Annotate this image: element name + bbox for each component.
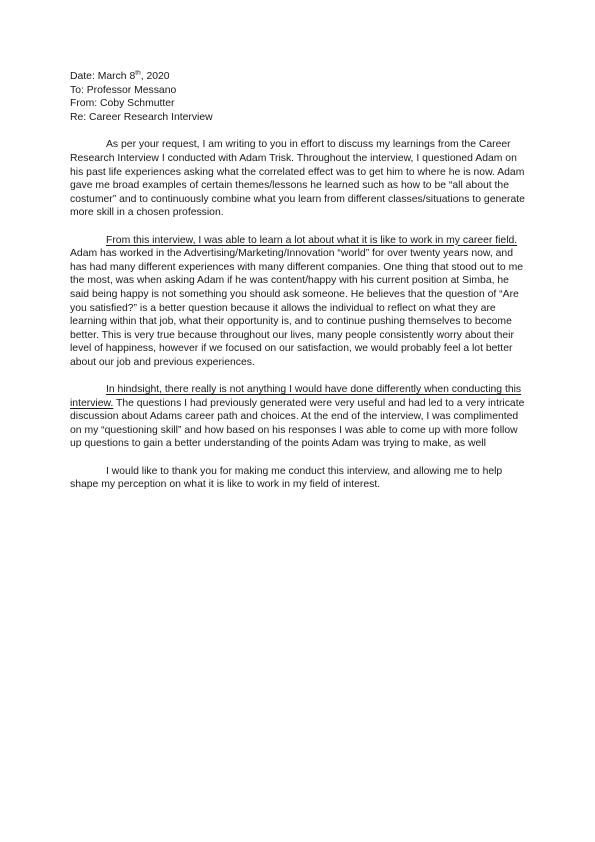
paragraph-hindsight-body: The questions I had previously generated were very useful and had led to a very intricate discussion about Adams career path and choices. At the end of the interview, I was complimented on my “questioning skill” and how based on his responses I was able to come up with more follow up questions to gain a better understanding of the points Adam was trying to make, as well [70,397,525,450]
memo-to: To: Professor Messano [70,84,177,96]
memo-subject: Re: Career Research Interview [70,111,213,123]
memo-date-year: , 2020 [140,71,170,82]
paragraph-closing: I would like to thank you for making me conduct this interview, and allowing me to help shape my perception on what it is like to work in my field of interest. [70,465,503,491]
paragraph-learnings-body: Adam has worked in the Advertising/Marketing/Innovation “world” for over twenty years now, and has had many different experiences with many different companies. One thing that stood out to me the most, was when asking Adam if he was content/happy with his current position at Simba, he said being happy is not something you should ask someone. He believes that the question of “Are you satisfied?” is a better question because it allows the individual to reflect on what they are learning within that job, what their opportunity is, and to continue pushing themselves to become better. This is very true because throughout our lives, many people consistently worry about their level of happiness, however if we focused on our satisfaction, we would probably feel a lot better about our job and previous experiences. [70,248,524,368]
paragraph-hindsight-topic-sentence: In hindsight, there really is not anything I would have done differently when conducting this interview. [70,384,522,409]
memo-date [70,70,530,84]
paragraph-learnings [70,234,530,370]
paragraph-hindsight [70,383,530,451]
memo-date-text: Date: March 8 [70,71,136,82]
paragraph-introduction: As per your request, I am writing to you in effort to discuss my learnings from the Career Research Interview I conducted with Adam Trisk. Throughout the interview, I questioned Adam on his past life experiences asking what the correlated effect was to get him to where he is now. Adam gave me broad examples of certain themes/lessons he learned such as how to be “all about the costumer” and to continuously combine what you learn from different classes/situations to generate more skill in a chosen profession. [70,139,525,219]
memo-date-ordinal: th [135,69,141,77]
memo-body [70,70,530,505]
paragraph-learnings-topic-sentence: From this interview, I was able to learn a lot about what it is like to work in my career field. [106,234,518,246]
memo-header [70,70,530,124]
memo-from: From: Coby Schmutter [70,98,175,110]
